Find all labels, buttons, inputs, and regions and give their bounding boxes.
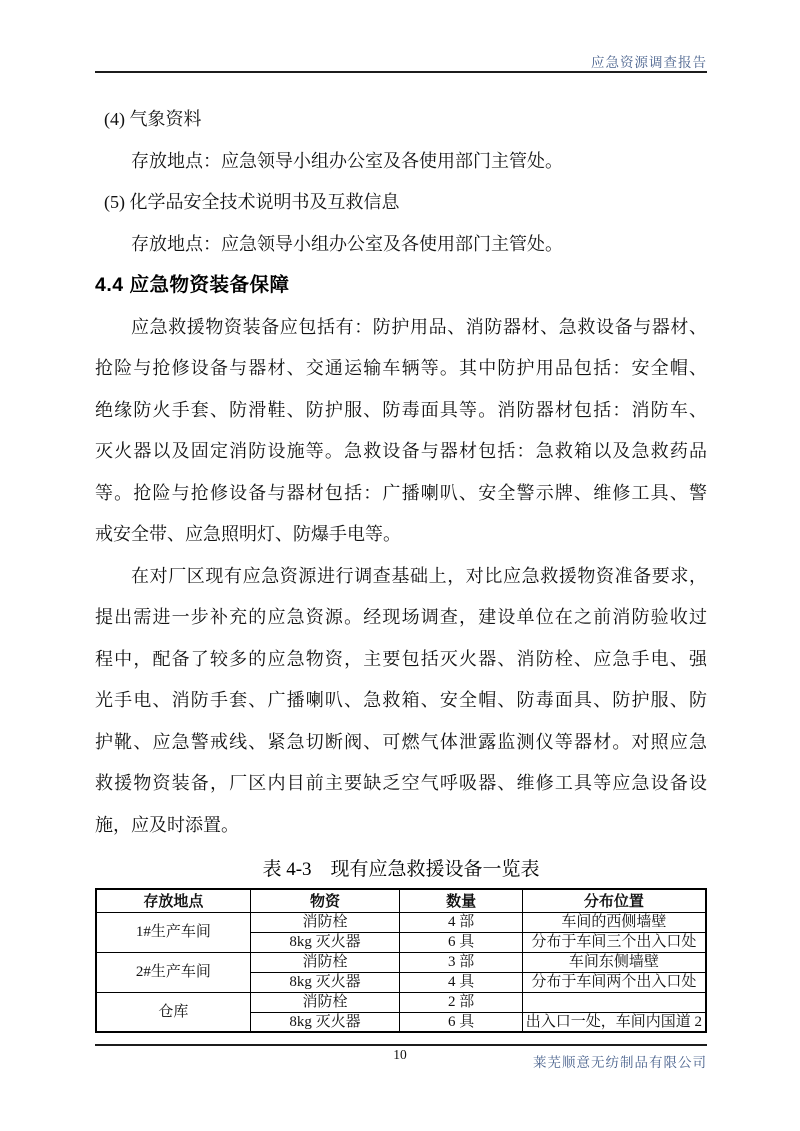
cell-location-workshop2: 2#生产车间 — [96, 952, 250, 992]
table-row — [96, 912, 706, 932]
cell-distribution: 分布于车间两个出入口处 — [522, 972, 706, 992]
storage-location-4: 存放地点：应急领导小组办公室及各使用部门主管处。 — [131, 150, 563, 171]
cell-location-warehouse: 仓库 — [96, 992, 250, 1032]
footer-company-name: 莱芜顺意无纺制品有限公司 — [533, 1055, 707, 1070]
paragraph-line: 提出需进一步补充的应急资源。经现场调查，建设单位在之前消防验收过 — [95, 607, 707, 627]
cell-distribution: 车间的西侧墙壁 — [522, 912, 706, 932]
document-body — [95, 99, 707, 1033]
cell-material: 8kg 灭火器 — [250, 1012, 399, 1032]
paragraph-survey-findings — [95, 556, 707, 847]
cell-distribution: 分布于车间三个出入口处 — [522, 932, 706, 952]
paragraph-line: 在对厂区现有应急资源进行调查基础上，对比应急救援物资准备要求， — [131, 565, 707, 586]
paragraph-line: 绝缘防火手套、防滑鞋、防护服、防毒面具等。消防器材包括：消防车、 — [95, 399, 707, 420]
col-header-material: 物资 — [250, 889, 399, 912]
paragraph-equipment-categories — [95, 307, 707, 556]
paragraph-line: 施，应及时添置。 — [95, 814, 239, 835]
cell-quantity: 6 具 — [400, 1012, 523, 1032]
cell-material: 8kg 灭火器 — [250, 932, 399, 952]
col-header-storage-location: 存放地点 — [96, 889, 250, 912]
paragraph-line: 等。抢险与抢修设备与器材包括：广播喇叭、安全警示牌、维修工具、警 — [95, 482, 707, 503]
cell-distribution — [522, 992, 706, 1012]
cell-distribution: 出入口一处，车间内国道 2 — [522, 1012, 706, 1032]
page-number: 10 — [393, 1047, 407, 1062]
header-divider — [95, 71, 707, 73]
table-row — [96, 992, 706, 1012]
report-header-title: 应急资源调查报告 — [591, 55, 707, 70]
col-header-distribution: 分布位置 — [522, 889, 706, 912]
paragraph-line: 戒安全带、应急照明灯、防爆手电等。 — [95, 524, 401, 544]
cell-distribution: 车间东侧墙壁 — [522, 952, 706, 972]
paragraph-line: 抢险与抢修设备与器材、交通运输车辆等。其中防护用品包括：安全帽、 — [95, 358, 707, 378]
cell-location-workshop1: 1#生产车间 — [96, 912, 250, 952]
paragraph-line: 救援物资装备，厂区内目前主要缺乏空气呼吸器、维修工具等应急设备设 — [95, 773, 707, 793]
section-heading-4-4: 4.4 应急物资装备保障 — [95, 274, 290, 296]
cell-material: 消防栓 — [250, 992, 399, 1012]
cell-quantity: 2 部 — [400, 992, 523, 1012]
cell-material: 8kg 灭火器 — [250, 972, 399, 992]
table-row — [96, 952, 706, 972]
footer-divider — [95, 1044, 707, 1046]
table-caption-4-3: 表 4-3 现有应急救援设备一览表 — [262, 859, 540, 880]
col-header-quantity: 数量 — [400, 889, 523, 912]
table-header-row — [96, 889, 706, 912]
cell-quantity: 4 具 — [400, 972, 523, 992]
cell-quantity: 3 部 — [400, 952, 523, 972]
cell-material: 消防栓 — [250, 912, 399, 932]
cell-quantity: 4 部 — [400, 912, 523, 932]
cell-quantity: 6 具 — [400, 932, 523, 952]
paragraph-line: 程中，配备了较多的应急物资，主要包括灭火器、消防栓、应急手电、强 — [95, 648, 707, 669]
paragraph-line: 灭火器以及固定消防设施等。急救设备与器材包括：急救箱以及急救药品 — [95, 441, 707, 461]
cell-material: 消防栓 — [250, 952, 399, 972]
storage-location-5: 存放地点：应急领导小组办公室及各使用部门主管处。 — [131, 233, 563, 254]
list-item-4-weather-data: (4) 气象资料 — [104, 109, 202, 129]
paragraph-line: 光手电、消防手套、广播喇叭、急救箱、安全帽、防毒面具、防护服、防 — [95, 690, 707, 710]
list-item-5-chemical-msds: (5) 化学品安全技术说明书及互救信息 — [104, 192, 400, 212]
paragraph-line: 护靴、应急警戒线、紧急切断阀、可燃气体泄露监测仪等器材。对照应急 — [95, 731, 707, 752]
equipment-table — [95, 888, 707, 1033]
paragraph-line: 应急救援物资装备应包括有：防护用品、消防器材、急救设备与器材、 — [131, 316, 707, 337]
